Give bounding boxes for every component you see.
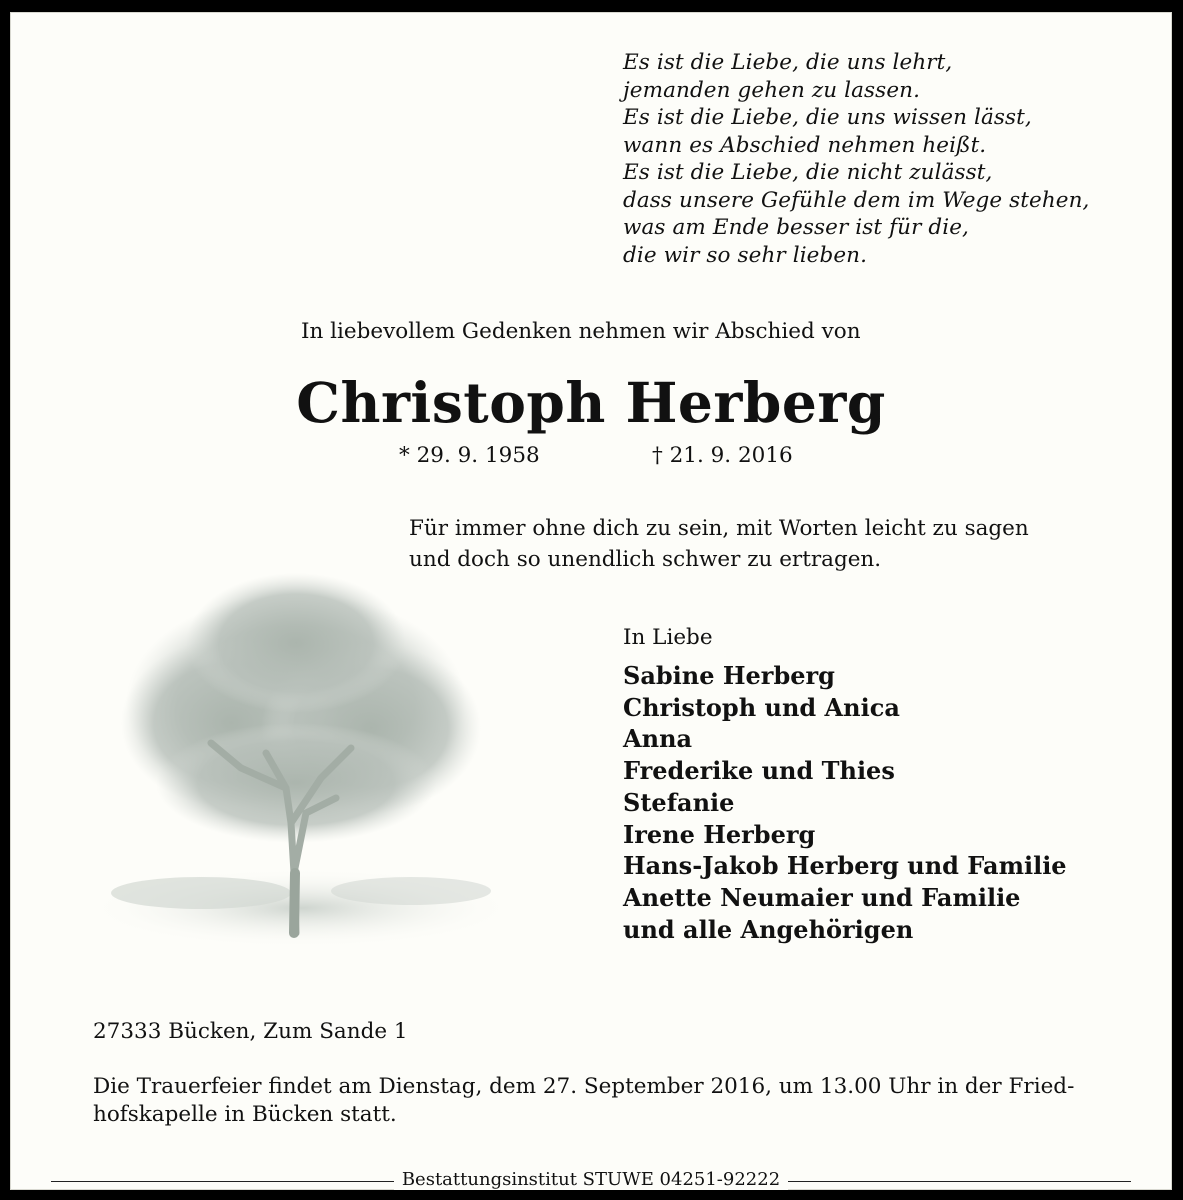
intro-text: In liebevollem Gedenken nehmen wir Abschied von — [301, 319, 861, 344]
mourner-name: Christoph und Anica — [623, 692, 900, 722]
mourner-name: Anette Neumaier und Familie — [623, 882, 1021, 912]
poem-line: wann es Abschied nehmen heißt. — [623, 132, 987, 158]
ceremony-line: hofskapelle in Bücken statt. — [93, 1102, 397, 1127]
death-date: † 21. 9. 2016 — [652, 443, 793, 468]
deceased-name: Christoph Herberg — [296, 370, 886, 435]
ceremony-notice — [93, 1073, 1074, 1129]
mourner-name: Sabine Herberg — [623, 661, 835, 690]
quote-line: und doch so unendlich schwer zu ertragen. — [409, 547, 882, 572]
birth-date: * 29. 9. 1958 — [399, 443, 540, 468]
poem-line: Es ist die Liebe, die uns wissen lässt, — [623, 105, 1032, 130]
poem-line: Es ist die Liebe, die nicht zulässt, — [623, 160, 993, 185]
quote — [409, 513, 1029, 575]
poem-line: was am Ende besser ist für die, — [623, 215, 969, 240]
mourner-name: Frederike und Thies — [623, 756, 895, 786]
poem-line: die wir so sehr lieben. — [623, 242, 868, 268]
mourner-name: Stefanie — [623, 787, 735, 817]
mourners-heading: In Liebe — [623, 625, 713, 650]
mourner-name: Irene Herberg — [623, 819, 816, 849]
obituary-card — [10, 12, 1172, 1190]
mourner-name: Hans-Jakob Herberg und Familie — [623, 851, 1067, 881]
mourner-name: Anna — [623, 724, 693, 754]
poem-line: Es ist die Liebe, die uns lehrt, — [623, 50, 953, 75]
poem — [623, 49, 1090, 269]
mourner-name: und alle Angehörigen — [623, 914, 914, 944]
footer — [11, 1169, 1171, 1190]
poem-line: jemanden gehen zu lassen. — [623, 77, 921, 103]
address: 27333 Bücken, Zum Sande 1 — [93, 1019, 408, 1044]
funeral-home: Bestattungsinstitut STUWE 04251-92222 — [394, 1169, 788, 1190]
tree-illustration — [81, 573, 521, 993]
poem-line: dass unsere Gefühle dem im Wege stehen, — [623, 187, 1090, 213]
quote-line: Für immer ohne dich zu sein, mit Worten leicht zu sagen — [409, 516, 1029, 541]
ceremony-line: Die Trauerfeier findet am Dienstag, dem 27. September 2016, um 13.00 Uhr in der Fried- — [93, 1074, 1075, 1099]
mourners-list — [623, 660, 1067, 945]
